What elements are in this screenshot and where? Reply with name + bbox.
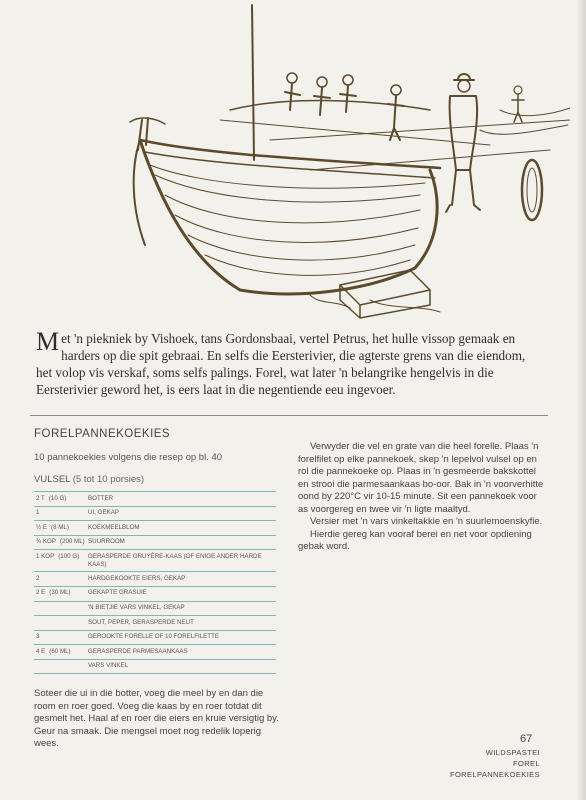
ingredient-amount-cell	[34, 575, 88, 582]
ingredient-amount-cell	[34, 495, 88, 502]
section-divider	[30, 415, 548, 416]
ingredient-metric: (30 ML)	[49, 589, 71, 597]
ingredient-name: VARS VINKEL	[88, 662, 129, 670]
ingredient-metric: (8 ML)	[51, 523, 69, 531]
page-number: 67	[520, 733, 533, 745]
method-paragraph: Verwyder die vel en grate van die heel forelle. Plaas 'n forelfilet op elke pannekoek, skep 'n lepelvol vulsel op en rol die pannekoeke op. Plaas in 'n gesmeerde bakskottel en strooi die parmesaankaas bo-oor. Bak in 'n voorverhitte oond by 220°C vir 10-15 minute. Sit een pannekoek voor as voorgereg en twee vir 'n ligte maaltyd.	[298, 441, 544, 515]
ingredient-amount-cell	[34, 509, 88, 516]
ingredient-name: 'N BIETJIE VARS VINKEL, GEKAP	[88, 604, 185, 612]
ingredient-quantity: 2 E	[36, 589, 46, 597]
ingredient-table	[34, 491, 276, 674]
ingredient-row	[34, 491, 276, 506]
footer-index-tags	[450, 747, 540, 780]
footer-tag: WILDSPASTEI	[485, 748, 540, 757]
ingredient-amount-cell	[34, 604, 88, 611]
ingredient-row	[34, 535, 276, 550]
ingredient-name: GEKAPTE GRASUIE	[88, 589, 147, 597]
ingredient-name: GERASPERDE PARMESAANKAAS	[88, 647, 188, 655]
ingredient-quantity: 4 E	[36, 647, 46, 655]
ingredient-name: SUURROOM	[88, 538, 125, 546]
recipe-title: FORELPANNEKOEKIES	[34, 428, 171, 440]
ingredient-quantity: ½ E	[36, 523, 48, 531]
ingredient-amount-cell	[34, 524, 88, 531]
boat-sketch-illustration	[70, 0, 570, 330]
ingredient-row	[34, 601, 276, 616]
filling-heading	[34, 474, 144, 485]
ingredient-amount-cell	[34, 619, 88, 626]
intro-text: et 'n piekniek by Vishoek, tans Gordonsbaai, vertel Petrus, het hulle vissop gemaak en harders op die spit gebraai. En selfs die Eersterivier, die agterste grens van die eiendom, het volop vis verskaf, soms selfs palings. Forel, wat later 'n belangrike hengelvis in die Eersterivier geword het, is eers laat in die negentiende eeu ingevoer.	[36, 331, 526, 397]
ingredient-row	[34, 615, 276, 630]
ingredient-name: BOTTER	[88, 494, 114, 502]
page-edge-shadow	[576, 0, 586, 800]
ingredient-quantity: ¾ KOP	[36, 538, 56, 546]
footer-tag: FORELPANNEKOEKIES	[449, 770, 540, 779]
footer-tag: FOREL	[512, 759, 540, 768]
ingredient-quantity: 3	[36, 633, 40, 641]
filling-label: VULSEL	[34, 474, 71, 485]
ingredient-quantity: 1	[36, 509, 40, 517]
ingredient-name: GEROOKTE FORELLE OF 10 FORELFILETTE	[88, 633, 219, 641]
intro-dropcap: M	[36, 327, 60, 356]
ingredient-amount-cell	[34, 633, 88, 640]
ingredient-amount-cell	[34, 648, 88, 655]
ingredient-row	[34, 644, 276, 659]
ingredient-row	[34, 520, 276, 535]
method-step-left: Soteer die ui in die botter, voeg die meel by en dan die room en roer goed. Voeg die kaas by en roer totdat dit gesmelt het. Haal af en roer die eiers en kruie versigtig by. Geur na smaak. Die mengsel moet nog redelik loperig wees.	[34, 688, 279, 749]
ingredient-quantity: 2	[36, 574, 40, 582]
ingredient-metric: (200 ML)	[59, 538, 85, 546]
ingredient-metric: (10 G)	[48, 494, 67, 502]
method-column-right	[298, 441, 546, 554]
ingredient-name: HARDGEKOOKTE EIERS, GEKAP	[88, 574, 186, 582]
method-paragraph: Hierdie gereg kan vooraf berei en net voor opdiening gebak word.	[298, 528, 532, 552]
ingredient-row	[34, 506, 276, 521]
filling-portions: (5 tot 10 porsies)	[72, 474, 145, 485]
ingredient-row	[34, 630, 276, 645]
intro-paragraph	[36, 327, 536, 398]
ingredient-quantity: 1 KOP	[36, 552, 55, 560]
ingredient-name: SOUT, PEPER, GERASPERDE NEUT	[88, 618, 194, 626]
ingredient-name: KOEKMEELBLOM	[88, 523, 140, 531]
ingredient-name: GERASPERDE GRUYÈRE-KAAS (OF ENIGE ANDER HARDE KAAS)	[88, 552, 262, 568]
method-paragraph: Versier met 'n vars vinkeltakkie en 'n suurlemoenskyfie.	[310, 516, 543, 527]
recipe-servings: 10 pannekoekies volgens die resep op bl. 40	[34, 452, 223, 463]
ingredient-row	[34, 571, 276, 586]
ingredient-name: UI, GEKAP	[88, 509, 119, 517]
ingredient-metric: (60 ML)	[49, 647, 71, 655]
ingredient-metric: (100 G)	[58, 552, 80, 560]
ingredient-amount-cell	[34, 538, 88, 545]
ingredient-row	[34, 659, 276, 674]
ingredient-quantity: 2 T	[36, 494, 45, 502]
ingredient-row	[34, 549, 276, 571]
ingredient-amount-cell	[34, 589, 88, 596]
ingredient-row	[34, 586, 276, 601]
ingredient-amount-cell	[34, 662, 88, 669]
ingredient-amount-cell	[34, 553, 88, 560]
